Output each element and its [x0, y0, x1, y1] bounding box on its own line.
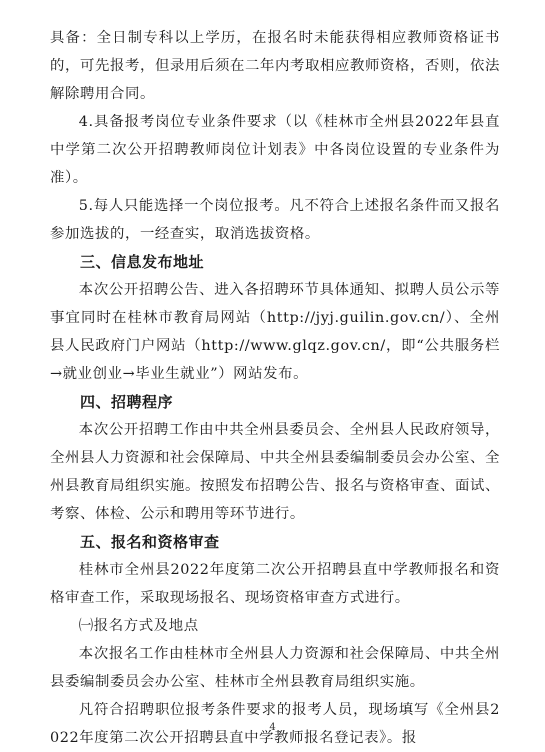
paragraph-procedure: 本次公开招聘工作由中共全州县委员会、全州县人民政府领导，全州县人力资源和社会保障局、中共全州县委编制委员会办公室、全州县教育局组织实施。按照发布招聘公告、报名与资格审查、面试、考察、体检、公示和聘用等环节进行。 — [50, 422, 500, 522]
paragraph-registration-intro: 桂林市全州县2022年度第二次公开招聘县直中学教师报名和资格审查工作，采取现场报名、现场资格审查方式进行。 — [50, 562, 500, 606]
section-heading-info-release: 三、信息发布地址 — [80, 253, 205, 271]
section-heading-procedure: 四、招聘程序 — [80, 393, 174, 411]
paragraph-registration-form: 凡符合招聘职位报考条件要求的报考人员，现场填写《全州县2022年度第二次公开招聘县直中学教师报名登记表》。报 — [50, 702, 500, 746]
paragraph-item-5: 5.每人只能选择一个岗位报考。凡不符合上述报名条件而又报名参加选拔的，一经查实，取消选拔资格。 — [50, 198, 500, 242]
page-number: 4 — [269, 722, 276, 733]
subheading-registration-method: ㈠报名方式及地点 — [78, 618, 199, 634]
paragraph-qualification-continued: 具备：全日制专科以上学历，在报名时未能获得相应教师资格证书的，可先报考，但录用后须在二年内考取相应教师资格，否则，依法解除聘用合同。 — [50, 30, 500, 102]
section-heading-registration: 五、报名和资格审查 — [80, 533, 220, 551]
paragraph-info-release: 本次公开招聘公告、进入各招聘环节具体通知、拟聘人员公示等事宜同时在桂林市教育局网站（http://jyj.guilin.gov.cn/）、全州县人民政府门户网站（http://www.glqz.gov.cn/，即“公共服务栏→就业创业→毕业生就业”）网站发布。 — [50, 282, 500, 382]
paragraph-item-4: 4.具备报考岗位专业条件要求（以《桂林市全州县2022年县直中学第二次公开招聘教师岗位计划表》中各岗位设置的专业条件为准）。 — [50, 114, 500, 186]
paragraph-registration-organizer: 本次报名工作由桂林市全州县人力资源和社会保障局、中共全州县委编制委员会办公室、桂林市全州县教育局组织实施。 — [50, 646, 500, 690]
document-body — [50, 24, 500, 752]
